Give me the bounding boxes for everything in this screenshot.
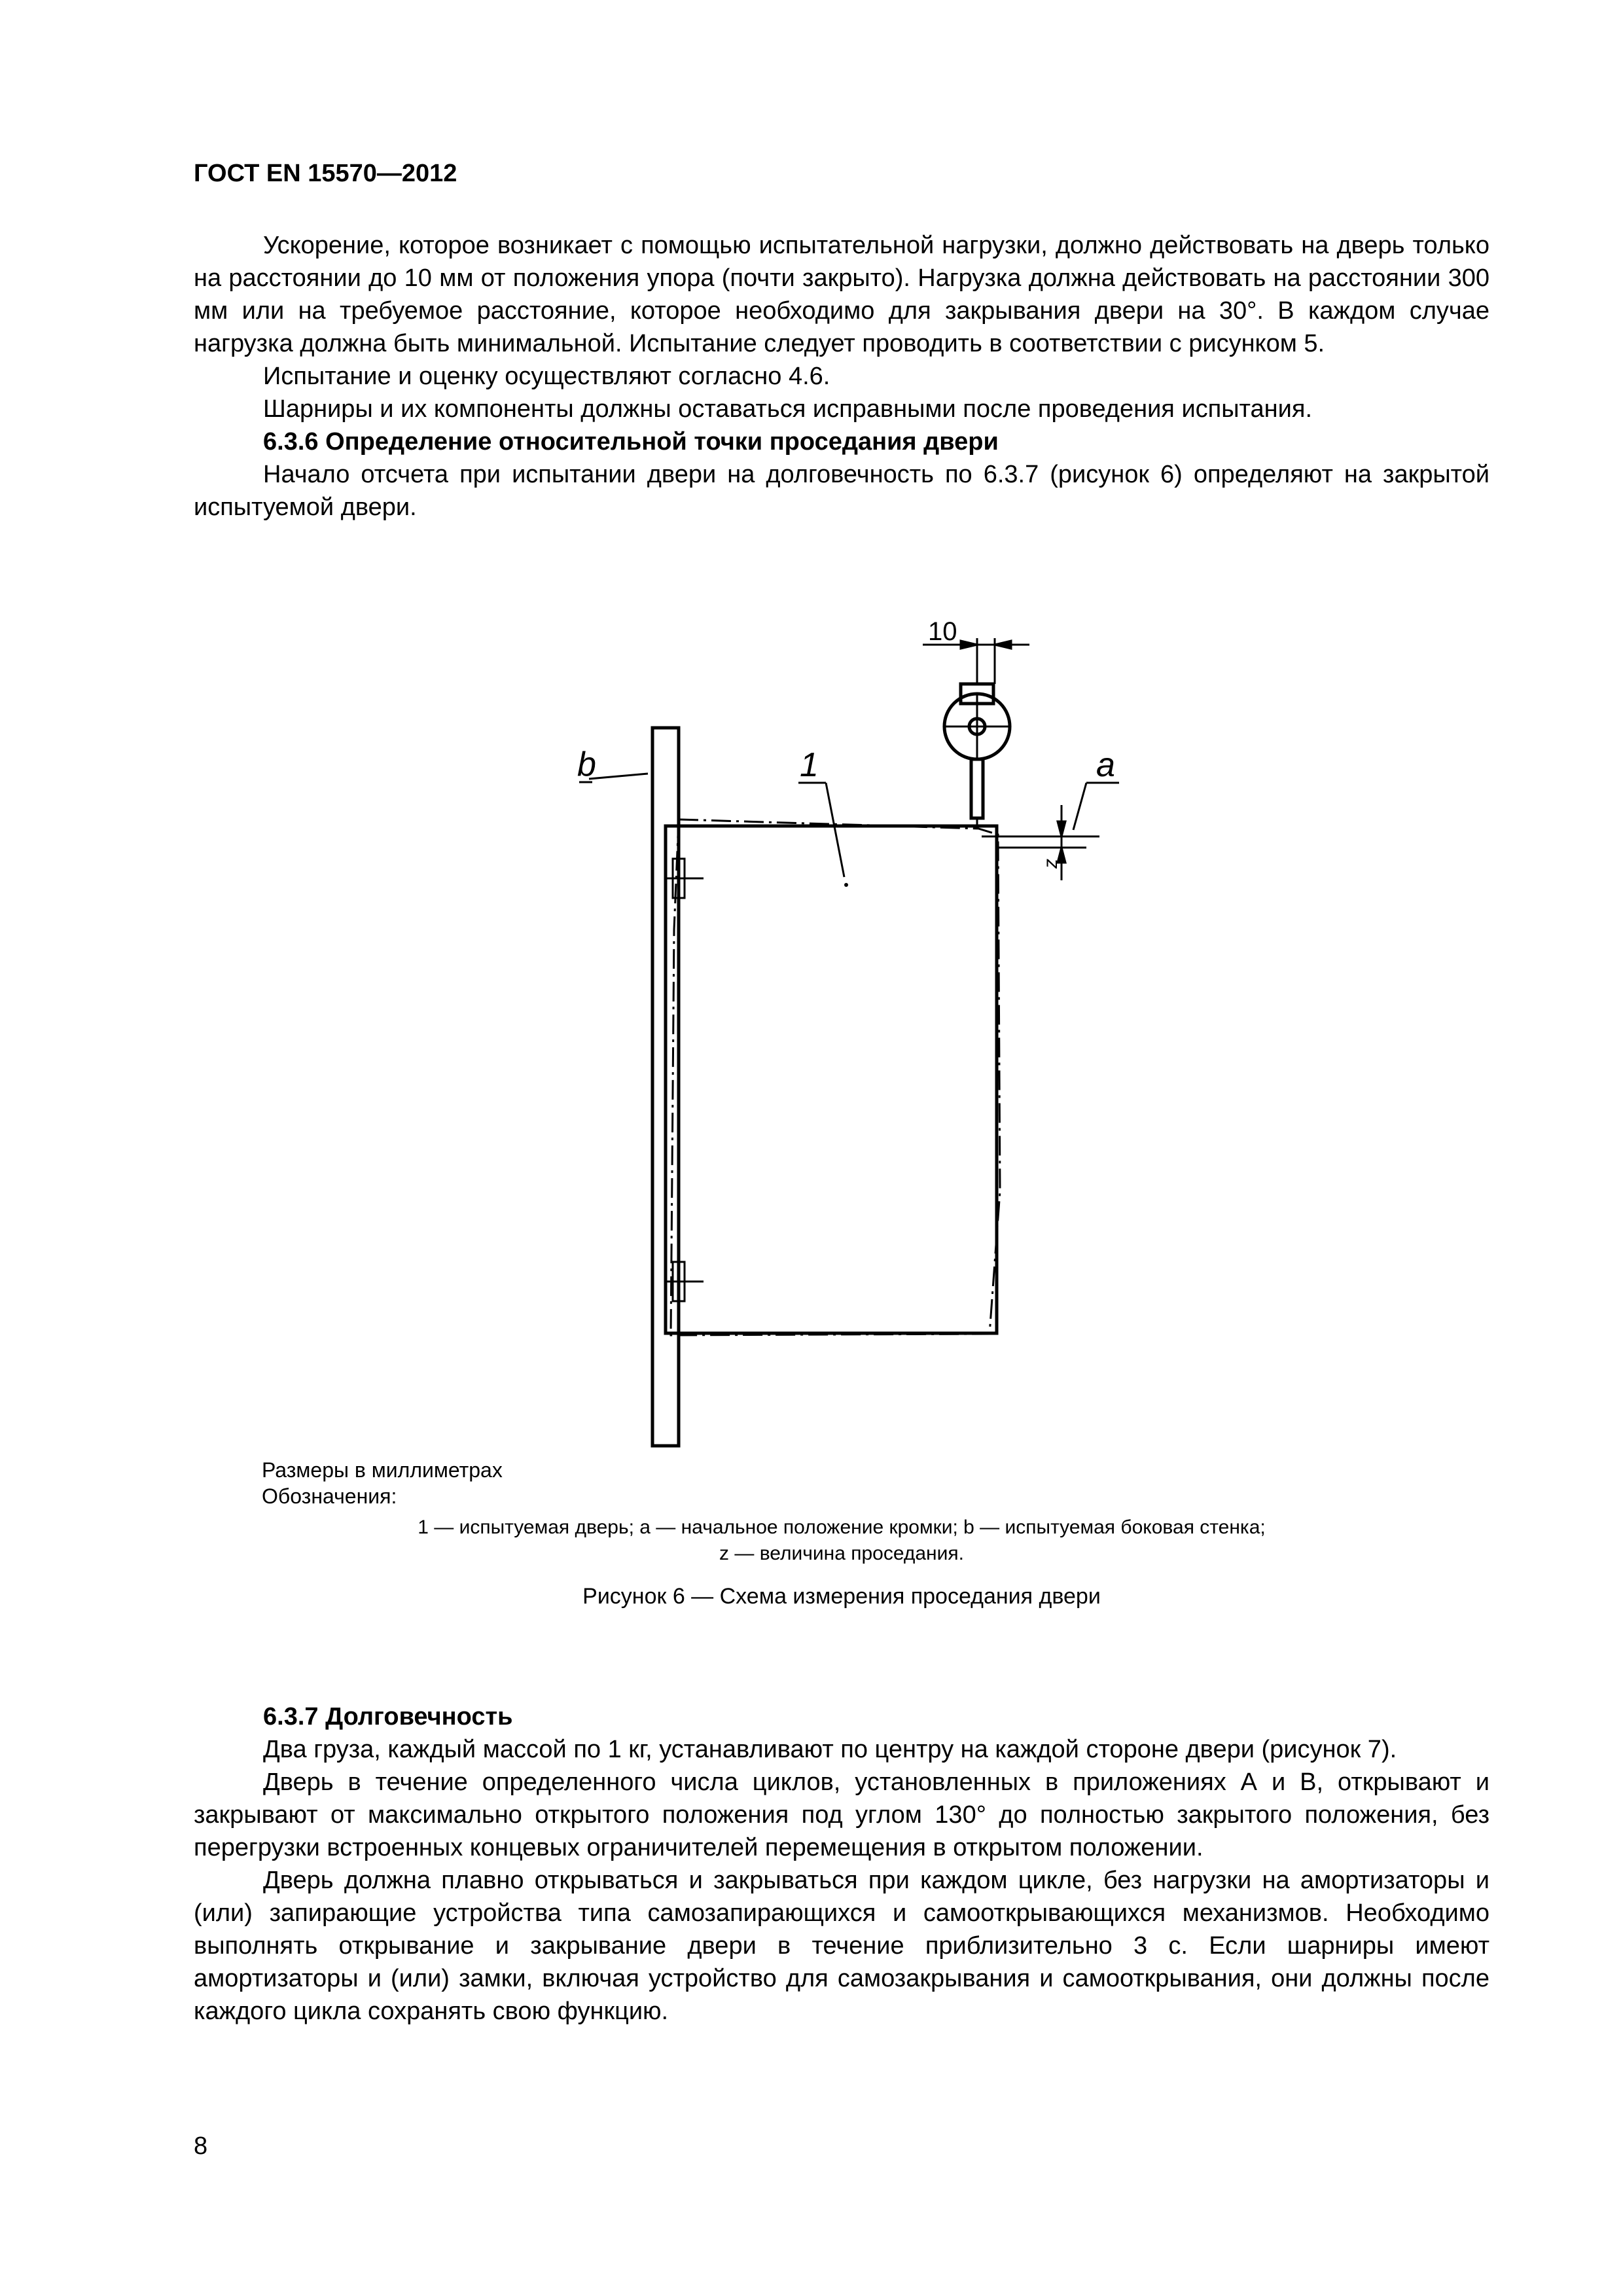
paragraph-hinges: Шарниры и их компоненты должны оставаться исправными после проведения испытания. <box>263 395 1313 423</box>
paragraph-cycles: Дверь в течение определенного числа циклов, установленных в приложениях А и В, открывают и закрывают от максимально открытого положения под углом 130° до полностью закрытого положения, без перегрузки встроенных концевых ограничителей перемещения в открытом положении. <box>194 1768 1489 1861</box>
section-637-title: Долговечность <box>325 1703 513 1731</box>
lower-hinge <box>666 1253 704 1309</box>
section-636-text: Начало отсчета при испытании двери на долговечность по 6.3.7 (рисунок 6) определяют на закрытой испытуемой двери. <box>194 461 1489 521</box>
label-1-leader <box>826 783 844 877</box>
paragraph-weights: Два груза, каждый массой по 1 кг, устанавливают по центру на каждой стороне двери (рисунок 7). <box>263 1736 1397 1763</box>
bottom-text-block <box>194 1700 1489 2028</box>
label-1-dot <box>844 883 848 887</box>
label-a: a <box>1096 746 1115 784</box>
section-636-title: Определение относительной точки проседания двери <box>325 428 999 456</box>
sagged-door-outline <box>671 819 1000 1335</box>
legend-line-1: 1 — испытуемая дверь; a — начальное положение кромки; b — испытуемая боковая стенка; <box>418 1516 1266 1538</box>
paragraph-acceleration: Ускорение, которое возникает с помощью испытательной нагрузки, должно действовать на дверь только на расстоянии до 10 мм от положения упора (почти закрыто). Нагрузка должна действовать на расстоянии 300 мм или на требуемое расстояние, которое необходимо для закрывания двери на 30°. В каждом случае нагрузка должна быть минимальной. Испытание следует проводить в соответствии с рисунком 5. <box>194 232 1489 357</box>
page-number: 8 <box>194 2132 208 2160</box>
section-637-number: 6.3.7 <box>263 1703 319 1731</box>
document-header: ГОСТ EN 15570—2012 <box>194 160 457 187</box>
test-door <box>666 826 997 1333</box>
label-b: b <box>577 745 596 783</box>
upper-hinge <box>666 851 704 906</box>
dimension-10-label: 10 <box>928 617 957 646</box>
dial-gauge <box>944 684 1010 828</box>
label-1: 1 <box>800 746 819 784</box>
legend-heading: Обозначения: <box>262 1484 397 1508</box>
paragraph-evaluation: Испытание и оценку осуществляют согласно 4.6. <box>263 363 830 390</box>
section-636-number: 6.3.6 <box>263 428 319 456</box>
label-b-leader <box>589 774 648 779</box>
figure-caption: Рисунок 6 — Схема измерения проседания двери <box>582 1584 1101 1609</box>
units-note: Размеры в миллиметрах <box>262 1458 503 1482</box>
paragraph-smooth-opening: Дверь должна плавно открываться и закрываться при каждом цикле, без нагрузки на амортизаторы и (или) запирающие устройства типа самозапирающихся и самооткрывающихся механизмов. Необходимо выполнять открывание и закрывание двери в течение приблизительно 3 с. Если шарниры имеют амортизаторы и (или) замки, включая устройство для самозакрывания и самооткрывания, они должны после каждого цикла сохранять свою функцию. <box>194 1867 1489 2025</box>
section-637-heading <box>194 1700 1489 1733</box>
label-z: z <box>1040 859 1061 869</box>
label-a-leader <box>1073 783 1086 830</box>
legend-line-2: z — величина проседания. <box>719 1543 964 1564</box>
